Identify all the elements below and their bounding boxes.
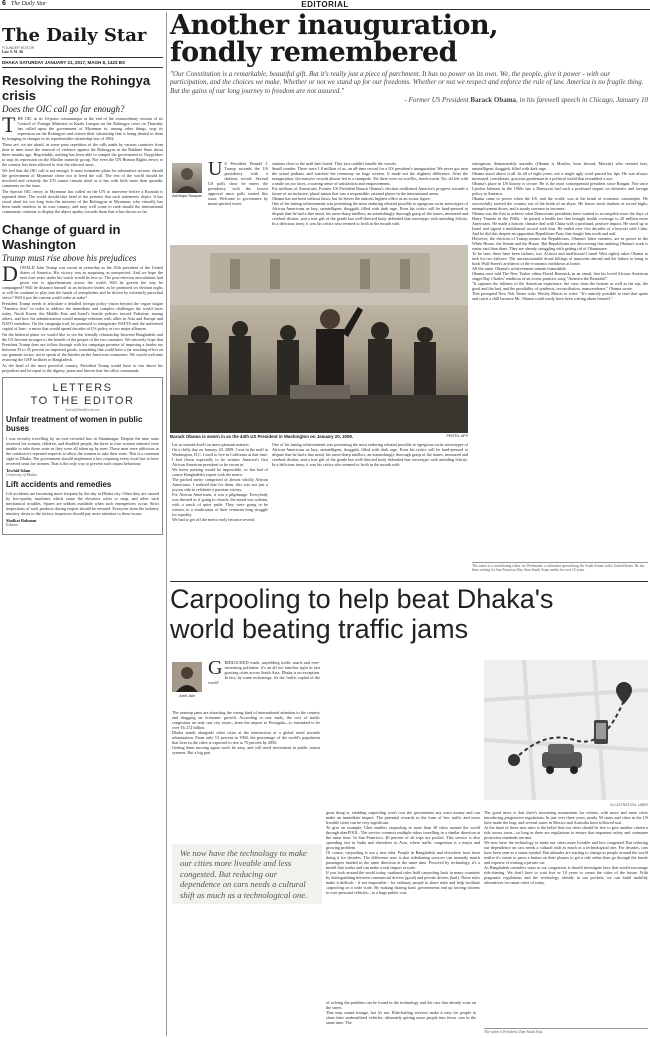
page-number: 6 xyxy=(2,0,6,7)
editorial-paragraph: On the bilateral plane we would like to see the friendly relationship between Bangladesh and the US become stronger to the benefit of the people of the two countries. We sincerely hope that President Trump does not follow through with his campaign promise of imposing a border tax between 35 to 45 percent on imported goods, something that could have a far reaching effect on our garment sector, not to speak of the burden on the American consumers. We would welcome restoring the GSP facilities to Bangladesh. xyxy=(2,331,163,362)
author-name: Ashfaqur Swapan xyxy=(172,194,202,198)
author-portrait-icon xyxy=(172,662,202,692)
letter-body: I was recently travelling by an over-crowded bus in Shantinagar. Despite the nine seats reserved for women, children, and disabled people, the three to four women onboard were unable to take those seats as they were all taken up by men. These men were oblivious to the conductor's repeated requests to allow the women to take their seats. This is a common sight in Dhaka. The government should implement a law requiring every local bus to have reserved seats for women. That is the only way to prevent such unjust behaviour. xyxy=(6,435,159,466)
editorial-paragraph: We feel that the OIC call is not enough. It must formulate plans for substantive actions, should the government of Myanmar chose not to heed the call. The rest of the world should be involved and certainly the UN cannot remain aloof as it has with little more than sporadic comments on the issue. xyxy=(2,167,163,188)
editorial-subhead: Does the OIC call go far enough? xyxy=(2,103,125,114)
founder-name: Late S. M. Ali xyxy=(2,50,24,55)
article-column-1: The nonstop jams are attracting the strong kind of international attention to the country and dragging on economic growth. According to one study, the cost of traffic congestion on only one city route—from the airport to Postogola—is estimated to be over Tk 272 billion. Dhaka stands alongside other cities at the intersection of a global trend towards urbanisation. From only 13 percent in 1960, the percentage of the world's population that lives in the cities is expected to rise to 70 percent by 2050. Getting them moving again won't be easy, and will need investment in public transit systems. But a big part xyxy=(172,710,320,755)
pull-quote: We now have the technology to make our cities more liveable and less congested. But reducing our dependence on cars needs a cultural shift as much as a technological one. xyxy=(172,844,322,904)
feature-obama-body xyxy=(170,159,648,579)
author-note: The writer is a contributing editor for Weekender, a columnist specialising the South Asians in the United States. He has been writing for San Francisco Bay Area South Asian media for over 15 years. xyxy=(472,562,648,573)
letters-title-line1: LETTERS xyxy=(52,381,113,394)
editorial-washington xyxy=(2,222,163,373)
intro-column: U S President Donald J. Trump ascends the US presidency with a dubious record. Several US polls show he enters the presidency with the lowest approval since polls started this issue. Welcome to governance by mean-spirited tweet. xyxy=(208,158,268,206)
letter-affiliation: Eskaton xyxy=(6,523,19,528)
letter-headline: Lift accidents and remedies xyxy=(6,479,112,489)
quote-attribution-name: Barack Obama xyxy=(470,96,517,105)
article-column-2: great thing is, enabling carpooling won't cost the government any extra money and can make an immediate impact. The potential rewards in the form of less traffic and more liveable cities can be very significant. To give an example, Uber enables carpooling in more than 30 cities around the world through uberPOOL. The service connects multiple riders travelling in a similar direction at the same time. In San Francisco, 40 percent of all trips are pooled. This service is also spreading fast in India and elsewhere in Asia, where traffic congestion is a major and growing problem. Of course, carpooling is not a new idea. People in Bangladesh and elsewhere have been doing it for decades. The difference now is that ridesharing services can instantly match passengers headed in the same direction at the same time. Powered by technology, it's a model that works and can make a real impact at scale. If you look around the world today, outdated rules hold carpooling back in many countries by distinguishing between commercial drivers (good) and private drivers (bad). These rules make it difficult - if not impossible - for ordinary people to share rides and help facilitate carpooling on a wide scale. By making sharing hard, governments end up forcing citizens to own personal vehicles—to a huge public cost. xyxy=(326,810,480,895)
feature-obama xyxy=(170,12,648,105)
carpool-illustration xyxy=(484,660,648,800)
drop-cap: D xyxy=(2,260,18,286)
masthead-title: The Daily Star xyxy=(2,25,147,46)
map-route-icon xyxy=(484,660,648,800)
editorial-rohingya xyxy=(2,73,163,214)
editorial-paragraph: The Special OIC envoy to Myanmar has called on the UN to intervene before a Rwanda is repeated there. The world should take heed of the portents that such statements depict. It has stood aloof for too long from the miseries of the Rohingyas in Myanmar, who virtually has been made stateless in its own country, and may well come to rank should the international community continue to display the abject apathy towards them that it has shown so far. xyxy=(2,188,163,214)
letter-signature: Shafkat Rahman xyxy=(6,518,37,524)
drop-cap: U xyxy=(208,158,223,180)
editorial-paragraph: President Trump needs to articulate a detailed foreign policy vision beyond the vague slogan "America first" in order to address the immediate and complex challenges the world faces today. North Korea, the Middle East and Israel's hostile policies toward Palestine, among others, and how his administration would manage relations with allies in Asia and Europe and NATO members. On the campaign trail, he promised to renegotiate NAFTA and the unfettered capital of Iran - a move that would upend decades of US policy in two major alliances. xyxy=(2,300,163,331)
illustration-credit: ILLUSTRATION: UBER xyxy=(610,803,648,807)
dateline: DHAKA SATURDAY JANUARY 21, 2017, MAGH 8, 1423 BS xyxy=(2,59,126,65)
editorial-paragraph: As the head of the most powerful country, President Trump would have to rise above his prejudices and be equal to the dignity, poise and finesse that his office commands. xyxy=(2,362,163,373)
letter-item xyxy=(6,415,159,477)
article-column-3: outrageous, demonstrably untruths (Obama is Muslim, born abroad, Marxist) who seemed lazy, unintelligent, thuggish, filled with dark rage. Obama stood above it all. In all of eight years, not a single ugly word passed his lips. He was always measured, considerate, gracious gentleman in a political world that resembled a zoo. Obama's place in US history is secure. He is the most consequential president since Reagan. Not since Lyndon Johnson in the 1960s has a Democrat had such a profound impact on domestic and foreign policy in America. Obama came to power when the US, and the world, was at the brink of economic catastrophe. He successfully steered the country out of the brink of an abyss. He leaves stock markets at record highs, unemployment down, and a steady increase in incomes. Obama was the first to achieve what Democratic presidents have wanted to accomplish since the days of Harry Truman in the 1940s - he passed a health law that brought health coverage to 20 million more Americans. He made a historic climate deal with China with a profound, positive impact. He stood up to Israel and signed a multilateral accord with Iran. He ended over five decades of a boycott with Cuba. And he did this despite an opposition Republican Party that fought him tooth and nail. However, the election of Trump means the Republicans, Obama's bitter enemies, are in power in the White House, the Senate and the House. But Republicans are discovering that undoing Obama's work is easier said than done. They are already struggling with getting rid of Obamacare. To be sure, there have been failures, too. Activist and intellectual Cornel West rightly takes Obama to task for two failures: The unconscionable drone killings of innocents abroad and the failure to bring to book Wall Street's architects of the economic meltdown at home. All the same, Obama's achievements remain formidable. Obama once told The New Yorker editor David Remnick, in an email, that his loved African American singer Ray Charles' rendition of an iconic patriotic song "America the Beautiful". "It captures the fullness of the American experience, the view from the bottom as well as the top, the good and the bad, and the possibility of synthesis, reconciliation, transcendence," Obama wrote. This prompted New Yok Times critic Wesley Morris to write: "It's entirely possible to read that quote and catch a chill because Mr. Obama could easily have been writing about himself." xyxy=(472,161,648,301)
author-portrait-icon xyxy=(172,163,202,193)
letter-affiliation: University of Dhaka xyxy=(6,472,37,477)
letters-to-editor xyxy=(2,377,163,536)
masthead-rule xyxy=(2,57,163,58)
carpool-headline: Carpooling to help beat Dhaka's world beating traffic jams xyxy=(170,584,554,644)
author-photo xyxy=(172,163,202,193)
column-spacer xyxy=(326,660,476,664)
article-column-3: The good news is that there's increasing momentum for reform, with more and more cities introducing progressive regulations. In just over three years, nearly 50 states and cities in the US have made the leap, and several states in Mexico and Australia have followed suit. At the heart of these new rules is the belief that our cities should be free to give another citizen a ride across town—so long as there are regulations to ensure that important safety and consumer protection standards are met. We now have the technology to make our cities more liveable and less congested. But reducing our dependence on cars needs a cultural shift as much as a technological one. For decades, cars have been seen as a status symbol. But attitudes are starting to change as people around the world realise it's easier to press a button on their phones to get a ride rather than go through the hassle and expense of owning a private car. As Bangladesh considers ways to cut congestion, it should investigate laws that would encourage ride-sharing. We don't have to wait five or 10 years to create the cities of the future. With pragmatic regulations and the technology already in our pockets, we can build mobility alternatives for smart cities of today. xyxy=(484,810,648,885)
editorial-paragraph: THE OIC in its 10-point communique at the end of the extraordinary session of its Council of Foreign Ministers in Kuala Lumpur on the Rohingya crisis on Thursday has called upon the government of Myanmar to, among other things, stop its repression on the Rohingyas and restore their citizenship that is being denied to them by bringing in changes in its reprehensible citizenship law of 1982. xyxy=(2,111,163,141)
author-photo xyxy=(172,662,202,692)
column-divider xyxy=(166,12,167,1036)
dateline-rule xyxy=(2,67,163,68)
editorial-paragraph: DONALD John Trump was sworn in yesterday as the 45th president of the United States of America. His victory was as surprising as unexpected. And we hope the next four years under his watch would be less so. The post-election articulations had given rise to apprehensions across the world. Will he govern the way he campaigned? Will he distance himself as an inclusive leader, as he promised on election night, or will he continue to play into the hands of xenophobes and be driven by extremely parochial views? Will it put the current world order at stake? xyxy=(2,260,163,300)
feature-headline-line2: fondly remembered xyxy=(170,37,458,68)
photo-credit: PHOTO: AFP xyxy=(446,434,468,438)
article-column-1-tail: of solving the problem can be found in the technology and the cars that already exist on the street. That may sound strange, but it's not. Ride-hailing services make it easy for people to share their underutilised vehicles, ultimately getting more people into fewer cars in the same time. The xyxy=(326,1000,476,1025)
letter-body: Lift accidents are becoming more frequent by the day in Dhaka city. Often they are caused by low-quality machines which cause the elevators wires to snap, and other such mechanical troubles. Spares are seldom available when such emergencies occur. Strict inspections of such products during import should be ensured. Everyone from the industry ministry down to the factory inspectors should pay more attention to these issues. xyxy=(6,491,159,517)
editorial-subhead: Trump must rise above his prejudices xyxy=(2,252,137,263)
article-column-1: Let us instead dwell on more pleasant matters. On a chilly day on January 20, 2009, I was in the mall in Washington, D.C. I used to live in California at that time. I had flown especially to be witness America's first African American president to be sworn in. We knew parking would be impossible, so Ian had of course Bangladeshi expats took the metro. The packed metro comprised of almost wholly African Americans. I realised that for them, this was not just a joyous ride to celebrate a partisan victory. For African Americans, it was a pilgrimage. Everybody was dressed as if going to church; the mood was solemn, with a touch of quiet pride. They were going to be witness to a vindication of their centuries-long struggle for equality. We had to get off the metro early because several xyxy=(172,442,268,522)
section-label: EDITORIAL xyxy=(301,0,349,9)
drop-cap: G xyxy=(208,657,223,679)
letter-headline: Unfair treatment of women in public buses xyxy=(6,414,143,434)
editorial-headline: Resolving the Rohingya crisis xyxy=(2,72,151,103)
left-column xyxy=(2,12,163,535)
paper-name-small: The Daily Star xyxy=(11,1,47,7)
article-separator xyxy=(170,581,648,582)
inauguration-photo xyxy=(170,245,468,433)
feature-headline-line1: Another inauguration, xyxy=(170,10,499,41)
inauguration-scene-icon xyxy=(170,245,468,433)
letters-email[interactable]: letters@thedailystar.net xyxy=(65,407,100,412)
letter-item xyxy=(6,480,159,528)
letters-title-line2: TO THE EDITOR xyxy=(30,394,135,407)
page-header-bar xyxy=(0,0,650,10)
letter-signature: Towhid Islam xyxy=(6,467,31,473)
editorial-paragraph: These are, we are afraid, in some parts repetition of the calls made by various countries from time to time since the renewal of violence against the Rohingyas in the Rakhine State about three months ago. Regrettably, nothing has been able to compel the government in Naypyidaw to stop its repression on the Muslim minority group. Not even the UN Human Rights envoy to the country has been allowed to visit the affected areas. xyxy=(2,141,163,167)
feature-quote: "Our Constitution is a remarkable, beautiful gift. But it's really just a piece of parchment. It has no power on its own. We, the people, give it power - with our participation, and the choices we make. Whether or not we stand up for our freedoms. Whether or not we respect and enforce the rule of law. America is no fragile thing. But the gains of our long journey to freedom are not assured." - Former US President Barack Obama, in his farewell speech in Chicago, January 10 xyxy=(170,70,648,105)
intro-column: GRIDLOCKED roads, unyielding traffic snarls and ever-increasing pollution: it's an all too familiar sight in fast growing cities across South Asia. Dhaka is no exception. In fact, by some reckonings, it's the 'traffic capital of the world'. xyxy=(208,657,320,685)
author-name: Amit Jain xyxy=(179,694,195,698)
article-column-2-top: stations close to the mall had closed. They just couldn't handle the crowds. Small wonder. There were 1.8 million of us, an all-time record for a US president's inauguration. We never got near the actual podium, and watched the ceremony on large screens. It made not the slightest difference. After the inauguration, the massive crowds almost led to a stampede. Yet there were no scuffles, harsh words. No, all left with a smile on our faces, a soaring sense of satisfaction and empowerment. For millions of Americans, Former US President Barack Obama's election reaffirmed America's progress towards a future of an inclusive, plural nation that was a responsible, rational player in the international arena. Obama has not been without flaws, but he leaves the nation's highest office as an iconic figure. One of his lasting achievements was presenting the most enduring rebuttal possible to egregious racist stereotypes of African Americans as lazy, unintelligent, thuggish, filled with dark rage. Even his critics will be hard-pressed to dispute that he had a fine mind, his razor-sharp intellect, an astonishingly thorough grasp of the issues, measured and cerebral diction, and a true gift of the gentle but well-directed body defended that stereotype with unfailing felicity. In a delicious irony, it was his critics who seemed to froth in the mouth with xyxy=(272,161,468,226)
feature-carpool-body xyxy=(170,657,648,1036)
drop-cap: T xyxy=(2,111,16,137)
editorial-headline: Change of guard in Washington xyxy=(2,221,121,252)
founder-label: FOUNDER EDITOR xyxy=(2,46,35,50)
photo-caption: Barack Obama is sworn in as the 44th US President in Washington on January 20, 2009. PHOTO: AFP xyxy=(170,434,468,439)
author-note: The writer is President, Uber South Asia. xyxy=(484,1028,648,1034)
article-column-2: One of his lasting achievements was presenting the most enduring rebuttal possible to egregious racist stereotypes of African Americans as lazy, unintelligent, thuggish, filled with dark rage. Even his critics will be hard-pressed to dispute that he had a fine mind, his razor-sharp intellect, an astonishingly thorough grasp of the issues, measured and cerebral diction, and a true gift of the gentle but well-directed body defended that stereotype with unfailing felicity. In a delicious irony, it was his critics who seemed to froth in the mouth with xyxy=(272,442,468,467)
